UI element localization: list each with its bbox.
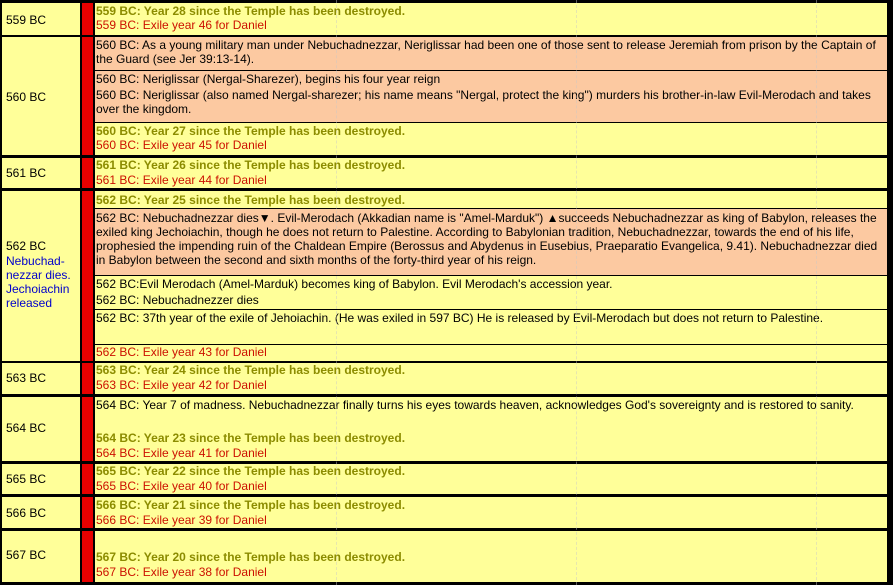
row-content[interactable] [95, 363, 887, 394]
event-text: 560 BC: Neriglissar (also named Nergal-sharezer; his name means "Nergal, protect the king") murders his brother-in-law Evil-Merodach and takes over the kingdom. [96, 88, 871, 116]
temple-line: 560 BC: Year 27 since the Temple has been destroyed. [96, 125, 406, 138]
year-label: 561 BC [6, 166, 47, 180]
event-text: 564 BC: Year 7 of madness. Nebuchadnezzar finally turns his eyes towards heaven, acknowledges God's sovereignty and is restored to sanity. [96, 398, 854, 412]
year-cell[interactable] [2, 3, 80, 35]
row-content[interactable] [95, 531, 887, 582]
year-label: 563 BC [6, 371, 47, 385]
temple-line: 563 BC: Year 24 since the Temple has been destroyed. [96, 364, 406, 377]
year-note: released [6, 296, 53, 310]
year-row-567 [0, 531, 893, 585]
temple-line: 561 BC: Year 26 since the Temple has been destroyed. [96, 159, 406, 172]
year-label: 566 BC [6, 506, 47, 520]
year-row-563 [0, 363, 893, 394]
year-note: Nebuchad- [6, 254, 65, 268]
year-cell[interactable] [2, 158, 80, 188]
year-cell[interactable] [2, 497, 80, 528]
year-cell[interactable] [2, 397, 80, 461]
event-cell[interactable] [95, 71, 887, 87]
red-marker-bar [82, 531, 93, 582]
year-summary-cell[interactable] [95, 123, 887, 155]
row-content[interactable] [95, 497, 887, 528]
temple-line: 565 BC: Year 22 since the Temple has been destroyed. [96, 465, 406, 478]
red-marker-bar [82, 464, 93, 494]
red-marker-bar [82, 191, 93, 361]
year-row-562 [0, 191, 893, 361]
exile-line: 559 BC: Exile year 46 for Daniel [96, 19, 267, 32]
cell-divider [95, 344, 887, 345]
column-gridline [816, 0, 817, 585]
event-cell[interactable] [95, 397, 887, 429]
year-cell[interactable] [2, 464, 80, 494]
year-row-566 [0, 497, 893, 528]
event-cell[interactable] [95, 276, 887, 292]
red-marker-bar [82, 363, 93, 394]
year-row-561 [0, 158, 893, 188]
temple-line: 564 BC: Year 23 since the Temple has been destroyed. [96, 432, 406, 445]
red-marker-bar [82, 3, 93, 35]
year-label: 562 BC [6, 239, 47, 253]
row-content[interactable] [95, 37, 887, 155]
exile-line: 565 BC: Exile year 40 for Daniel [96, 480, 267, 493]
red-marker-bar [82, 37, 93, 155]
year-cell[interactable] [2, 531, 80, 582]
event-cell[interactable] [95, 310, 887, 343]
year-label: 565 BC [6, 472, 47, 486]
year-cell[interactable] [2, 363, 80, 394]
red-marker-bar [82, 158, 93, 188]
event-cell[interactable] [95, 87, 887, 123]
row-content[interactable] [95, 158, 887, 188]
event-text: 562 BC:Evil Merodach (Amel-Marduk) becomes king of Babylon. Evil Merodach's accession year. [96, 277, 613, 291]
event-text: 560 BC: Neriglissar (Nergal-Sharezer), begins his four year reign [96, 72, 441, 86]
exile-line: 560 BC: Exile year 45 for Daniel [96, 139, 267, 152]
event-text: 560 BC: As a young military man under Nebuchadnezzar, Neriglissar had been one of those sent to release Jeremiah from prison by the Captain of the Guard (see Jer 39:13-14). [96, 38, 876, 66]
year-row-565 [0, 464, 893, 494]
year-label: 560 BC [6, 90, 47, 104]
year-note: nezzar dies. [6, 268, 71, 282]
exile-line: 563 BC: Exile year 42 for Daniel [96, 379, 267, 392]
year-cell[interactable] [2, 191, 80, 361]
event-text: 562 BC: Nebuchadnezzer dies [96, 293, 259, 307]
event-text: 562 BC: Nebuchadnezzar dies▼. Evil-Merodach (Akkadian name is "Amel-Marduk") ▲succeeds Nebuchadnezzar as king of Babylon, releases the exiled king Jechoiachin, though he does not return to Palestine. According to Babylonian tradition, Nebuchadnezzar, towards the end of his life, prophesied the impending ruin of the Chaldean Empire (Berossus and Abydenus in Eusebius, Praeparatio Evangelica, 9.41). Nebuchadnezzar died in Babylon between the second and sixth months of the forty-third year of his reign. [96, 211, 878, 267]
year-label: 567 BC [6, 548, 47, 562]
column-gridline [576, 0, 577, 585]
exile-line: 564 BC: Exile year 41 for Daniel [96, 447, 267, 460]
exile-line: 566 BC: Exile year 39 for Daniel [96, 514, 267, 527]
year-row-559 [0, 0, 893, 35]
row-content[interactable] [95, 3, 887, 35]
red-marker-bar [82, 397, 93, 461]
year-row-564 [0, 397, 893, 461]
exile-line: 561 BC: Exile year 44 for Daniel [96, 174, 267, 187]
year-cell[interactable] [2, 37, 80, 155]
column-gridline [336, 0, 337, 585]
event-cell[interactable] [95, 37, 887, 69]
year-note: Jechoiachin [6, 282, 70, 296]
event-cell[interactable] [95, 292, 887, 309]
year-row-560 [0, 37, 893, 155]
temple-line: 567 BC: Year 20 since the Temple has been destroyed. [96, 551, 406, 564]
red-marker-bar [82, 497, 93, 528]
event-text: 562 BC: 37th year of the exile of Jehoiachin. (He was exiled in 597 BC) He is released by Evil-Merodach but does not return to Palestine. [96, 311, 824, 325]
row-content[interactable] [95, 191, 887, 361]
temple-line: 562 BC: Year 25 since the Temple has been destroyed. [96, 194, 406, 207]
row-content[interactable] [95, 397, 887, 461]
year-label: 564 BC [6, 421, 47, 435]
event-cell[interactable] [95, 209, 887, 275]
temple-line: 559 BC: Year 28 since the Temple has been destroyed. [96, 5, 406, 18]
row-content[interactable] [95, 464, 887, 494]
exile-line: 567 BC: Exile year 38 for Daniel [96, 566, 267, 579]
year-label: 559 BC [6, 13, 47, 27]
exile-line: 562 BC: Exile year 43 for Daniel [96, 346, 267, 359]
temple-line: 566 BC: Year 21 since the Temple has been destroyed. [96, 499, 406, 512]
